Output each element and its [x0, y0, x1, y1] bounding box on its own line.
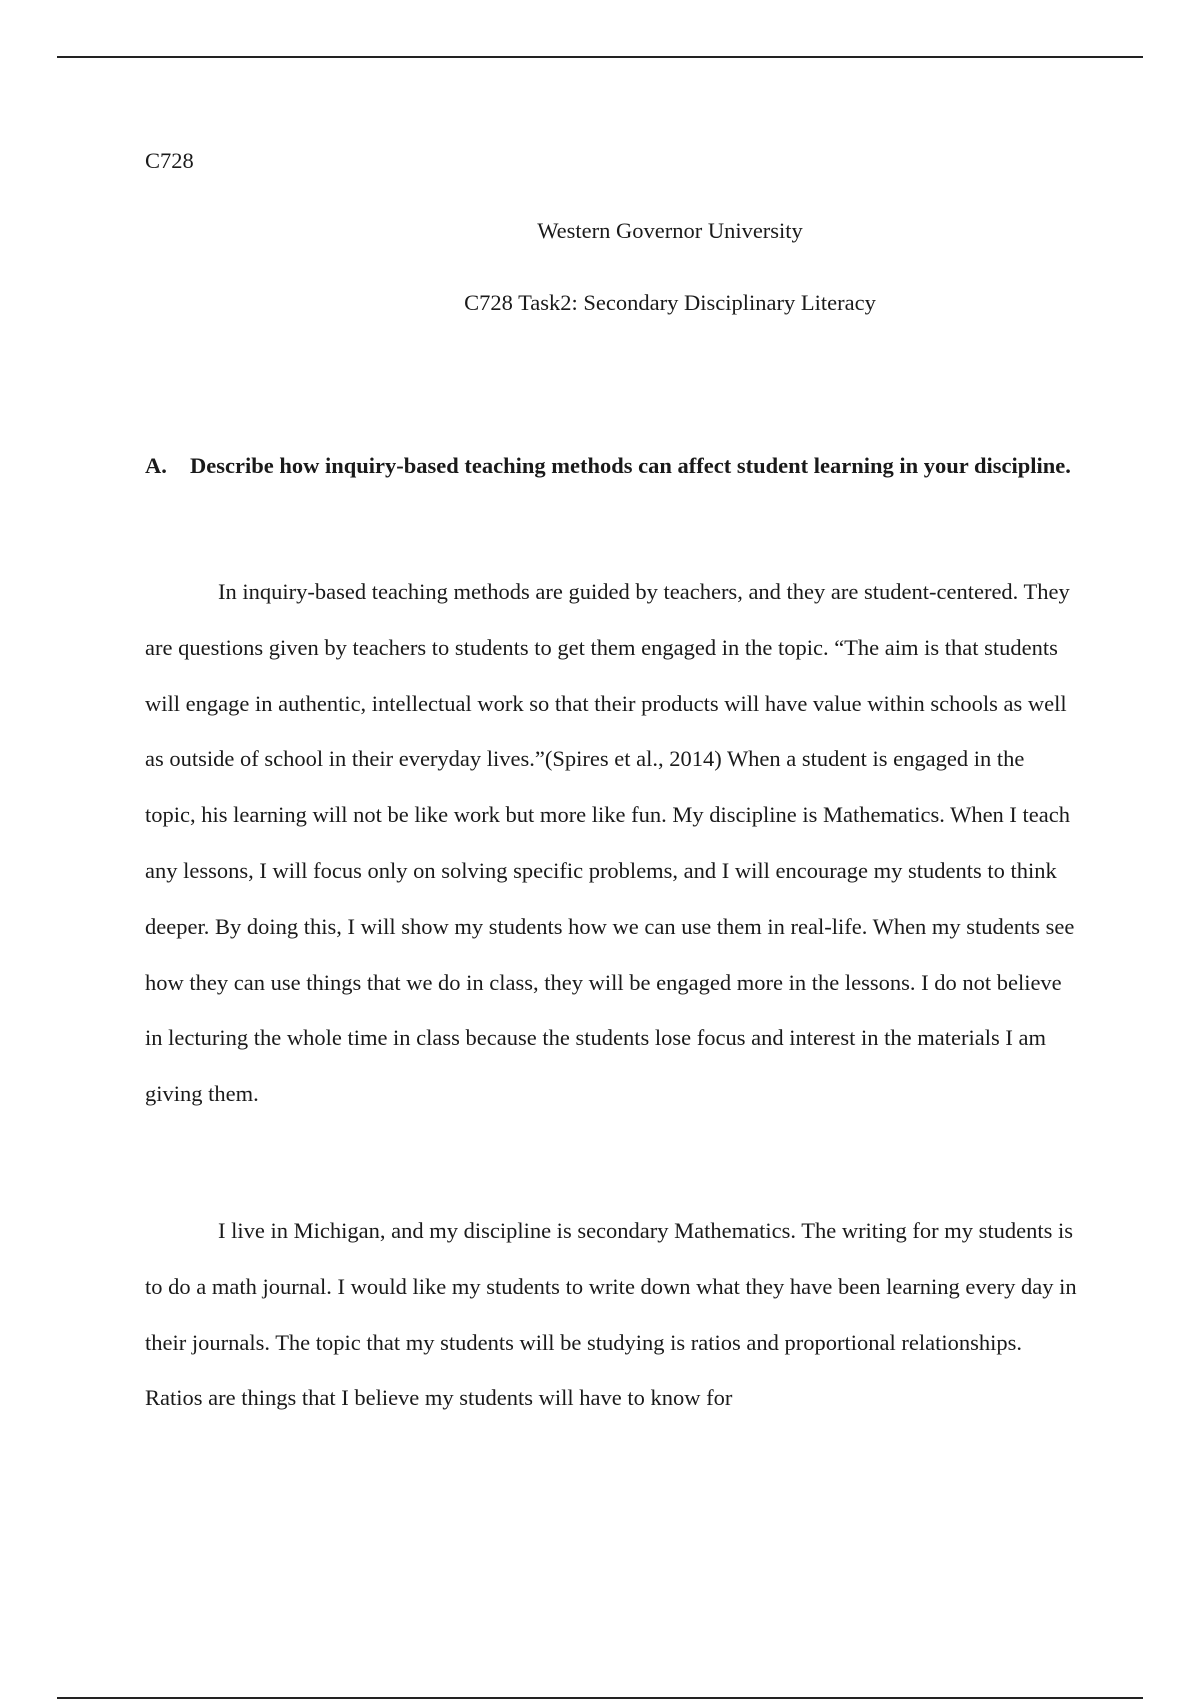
bottom-rule [57, 1697, 1143, 1699]
top-rule [57, 56, 1143, 58]
body-paragraph-2: I live in Michigan, and my discipline is secondary Mathematics. The writing for my students is to do a math journal. I would like my students to write down what they have been learning every day in their journals. The topic that my students will be studying is ratios and proportional relationships. Ratios are things that I believe my students will have to know for [145, 1218, 1077, 1411]
section-prompt: Describe how inquiry-based teaching methods can affect student learning in your discipline. [190, 453, 1071, 478]
section-a-heading [145, 437, 1080, 494]
institution-name: Western Governor University [537, 218, 803, 243]
section-letter: A. [145, 453, 167, 478]
document-title: C728 Task2: Secondary Disciplinary Literacy [464, 290, 876, 315]
body-paragraph-1: In inquiry-based teaching methods are guided by teachers, and they are student-centered. They are questions given by teachers to students to get them engaged in the topic. “The aim is that students will engage in authentic, intellectual work so that their products will have value within schools as well as outside of school in their everyday lives.”(Spires et al., 2014) When a student is engaged in the topic, his learning will not be like work but more like fun. My discipline is Mathematics. When I teach any lessons, I will focus only on solving specific problems, and I will encourage my students to think deeper. By doing this, I will show my students how we can use them in real-life. When my students see how they can use things that we do in class, they will be engaged more in the lessons. I do not believe in lecturing the whole time in class because the students lose focus and interest in the materials I am giving them. [145, 579, 1075, 1107]
course-code: C728 [145, 148, 194, 173]
